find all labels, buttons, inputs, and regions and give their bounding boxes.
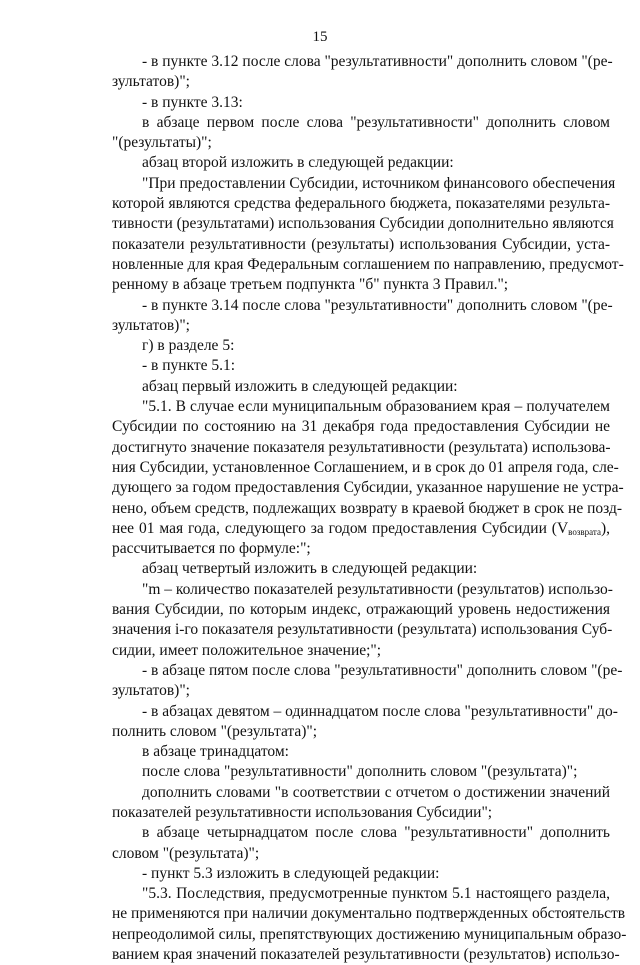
text-line: "(результаты)"; [112,134,212,152]
text-line: ренному в абзаце третьем подпункта "б" пункта 3 Правил."; [112,276,509,294]
text-line: зультатов)"; [112,682,190,700]
text-line: нено, объем средств, подлежащих возврату в краевой бюджет в срок не позд- [112,499,623,517]
text-line: рассчитывается по формуле:"; [112,540,311,558]
text-line-with-formula-symbol [112,519,610,539]
text-line: "5.1. В случае если муниципальным образованием края – получателем [142,398,610,416]
text-line: которой являются средства федерального бюджета, показателями результа- [112,195,610,213]
text-line: ния Субсидии, установленное Соглашением, и в срок до 01 апреля года, сле- [112,458,619,476]
page-number: 15 [312,29,328,45]
text-line: дополнить словами "в соответствии с отчетом о достижении значений [142,783,610,801]
text-line: достигнуто значение показателя результативности (результата) использова- [112,438,611,456]
text-line: словом "(результата)"; [112,844,260,862]
text-line: тивности (результатами) использования Субсидии дополнительно являются [112,215,614,233]
text-line: абзац второй изложить в следующей редакции: [142,154,454,172]
text-line: - в абзацах девятом – одиннадцатом после слова "результативности" до- [142,702,618,720]
text-line: не применяются при наличии документально подтвержденных обстоятельств [112,905,626,923]
text-line: после слова "результативности" дополнить словом "(результата)"; [142,763,578,781]
text-line-part: ), [600,519,610,537]
text-line: - в пункте 3.14 после слова "результативности" дополнить словом "(ре- [142,296,613,314]
text-line: абзац первый изложить в следующей редакции: [142,377,458,395]
text-line: в абзаце четырнадцатом после слова "результативности" дополнить [142,824,610,842]
text-line: - в пункте 5.1: [142,357,236,375]
text-line: - пункт 5.3 изложить в следующей редакции: [142,864,440,882]
formula-subscript: возврата [568,526,601,537]
text-line: сидии, имеет положительное значение;"; [112,641,382,659]
text-line: "5.3. Последствия, предусмотренные пунктом 5.1 настоящего раздела, [142,885,610,903]
text-line: новленные для края Федеральным соглашением по направлению, предусмот- [112,255,624,273]
text-line: зультатов)"; [112,316,190,334]
text-line: показатели результативности (результаты) использования Субсидии, уста- [112,235,610,253]
text-line: - в пункте 3.12 после слова "результативности" дополнить словом "(ре- [142,53,613,70]
text-line: "m – количество показателей результативности (результатов) использо- [142,580,613,598]
document-body [112,52,627,965]
text-line: значения i-го показателя результативности (результата) использования Суб- [112,621,613,639]
text-line: показателей результативности использования Субсидии"; [112,803,493,821]
text-line: в абзаце тринадцатом: [142,743,289,761]
text-line: дующего за годом предоставления Субсидии, указанное нарушение не устра- [112,479,624,497]
text-line: вания Субсидии, по которым индекс, отражающий уровень недостижения [112,601,610,619]
text-line: полнить словом "(результата)"; [112,722,318,740]
text-line: - в пункте 3.13: [142,93,243,111]
text-line: абзац четвертый изложить в следующей редакции: [142,560,478,578]
text-line: - в абзаце пятом после слова "результативности" дополнить словом "(ре- [142,661,623,679]
text-line-part: нее 01 мая года, следующего за годом предоставления Субсидии (V [112,519,569,537]
text-line: ванием края значений показателей результативности (результатов) использо- [112,946,620,964]
text-line: зультатов)"; [112,73,190,91]
text-line: г) в разделе 5: [142,337,235,355]
text-line: Субсидии по состоянию на 31 декабря года предоставления Субсидии не [112,418,610,436]
text-line: непреодолимой силы, препятствующих достижению муниципальным образо- [112,925,627,943]
text-line: в абзаце первом после слова "результативности" дополнить словом [142,113,610,131]
text-line: "При предоставлении Субсидии, источником финансового обеспечения [142,174,616,192]
